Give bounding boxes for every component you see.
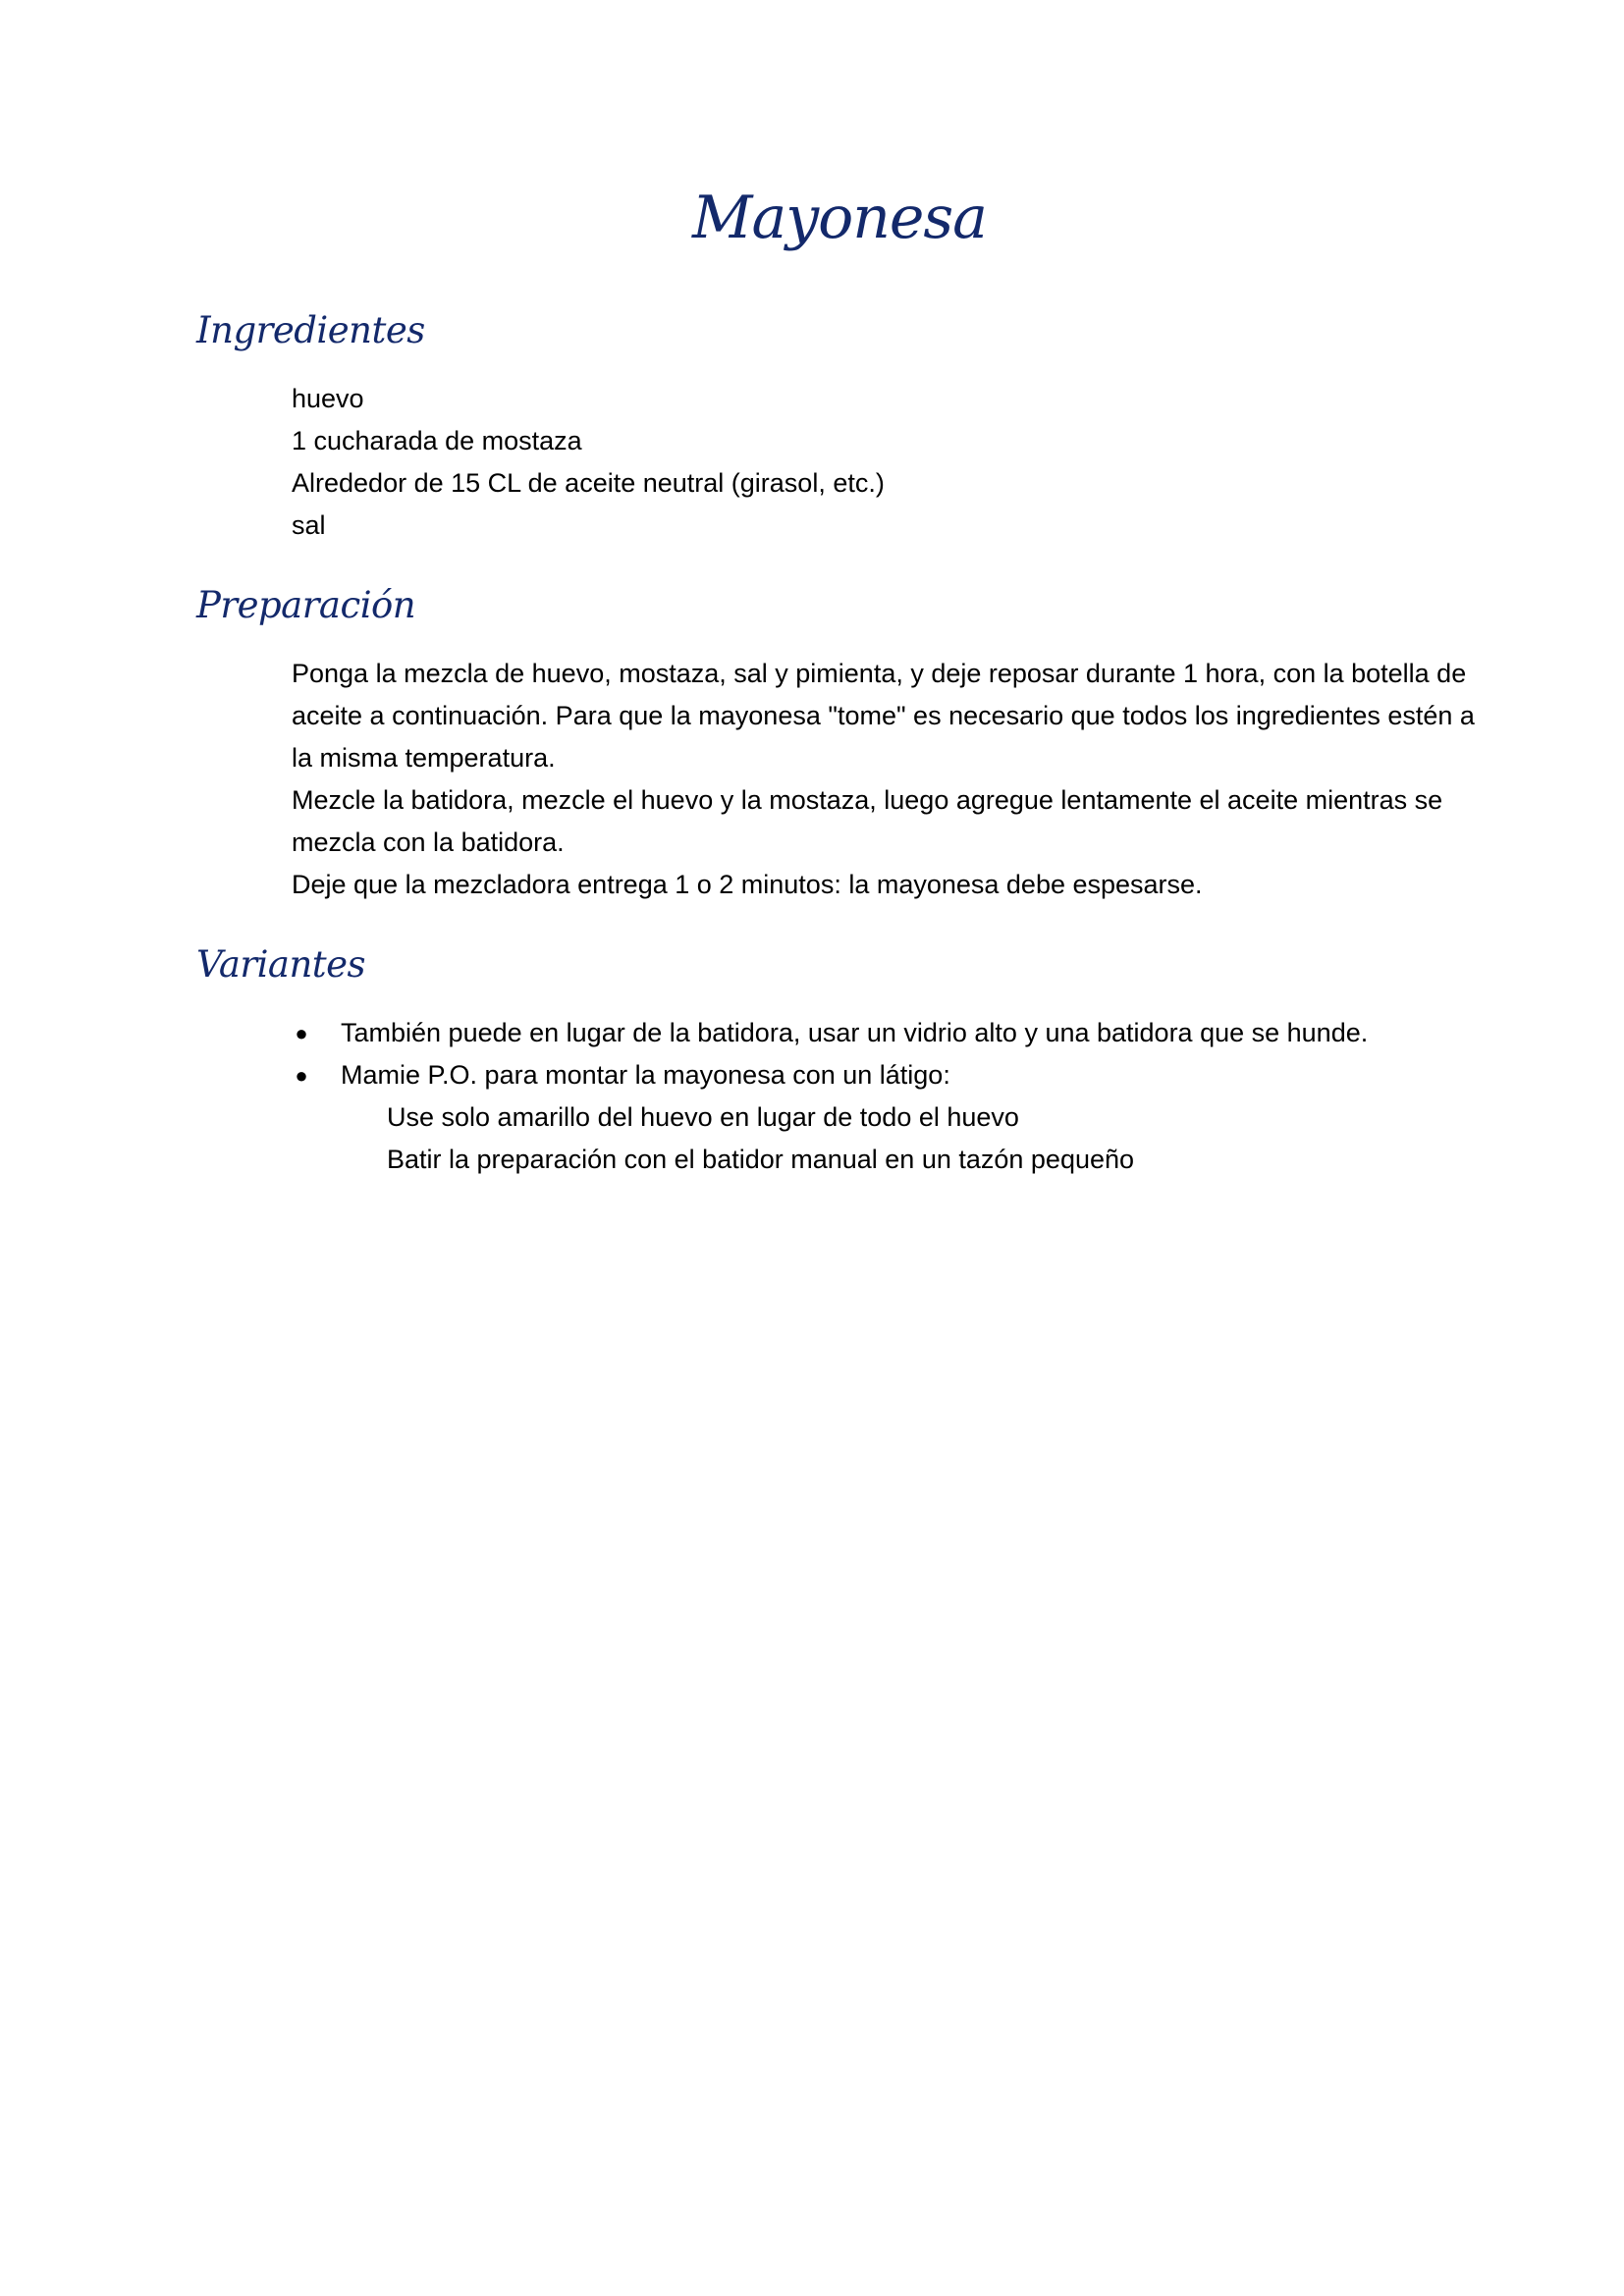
preparation-paragraph: Deje que la mezcladora entrega 1 o 2 minutos: la mayonesa debe espesarse.: [292, 870, 1203, 899]
preparation-paragraph: Ponga la mezcla de huevo, mostaza, sal y pimienta, y deje reposar durante 1 hora, con la botella de aceite a continuación. Para que la mayonesa "tome" es necesario que todos los ingredientes estén a la misma temperatura.: [292, 659, 1475, 773]
preparation-paragraph: Mezcle la batidora, mezcle el huevo y la mostaza, luego agregue lentamente el aceite mientras se mezcla con la batidora.: [292, 785, 1443, 857]
variant-text: También puede en lugar de la batidora, usar un vidrio alto y una batidora que se hunde.: [341, 1018, 1369, 1047]
ingredient-item: sal: [292, 510, 326, 540]
ingredient-item: 1 cucharada de mostaza: [292, 426, 582, 455]
heading-ingredientes: Ingredientes: [196, 309, 425, 351]
list-item: [292, 1054, 1134, 1096]
bullet-icon: ●: [295, 1021, 308, 1045]
heading-variantes: Variantes: [196, 943, 366, 986]
sub-item: Use solo amarillo del huevo en lugar de todo el huevo: [387, 1102, 1019, 1132]
bullet-icon: ●: [295, 1063, 308, 1088]
page-title: Mayonesa: [692, 184, 987, 252]
list-item: [292, 1012, 1369, 1054]
variant-text: Mamie P.O. para montar la mayonesa con un látigo:: [341, 1060, 950, 1090]
ingredients-list: [292, 378, 885, 547]
preparation-text: [292, 653, 1489, 906]
ingredient-item: Alrededor de 15 CL de aceite neutral (girasol, etc.): [292, 468, 885, 498]
sub-item: Batir la preparación con el batidor manual en un tazón pequeño: [387, 1145, 1135, 1174]
ingredient-item: huevo: [292, 384, 364, 413]
heading-preparacion: Preparación: [196, 584, 416, 626]
variants-list: [292, 1012, 1369, 1181]
